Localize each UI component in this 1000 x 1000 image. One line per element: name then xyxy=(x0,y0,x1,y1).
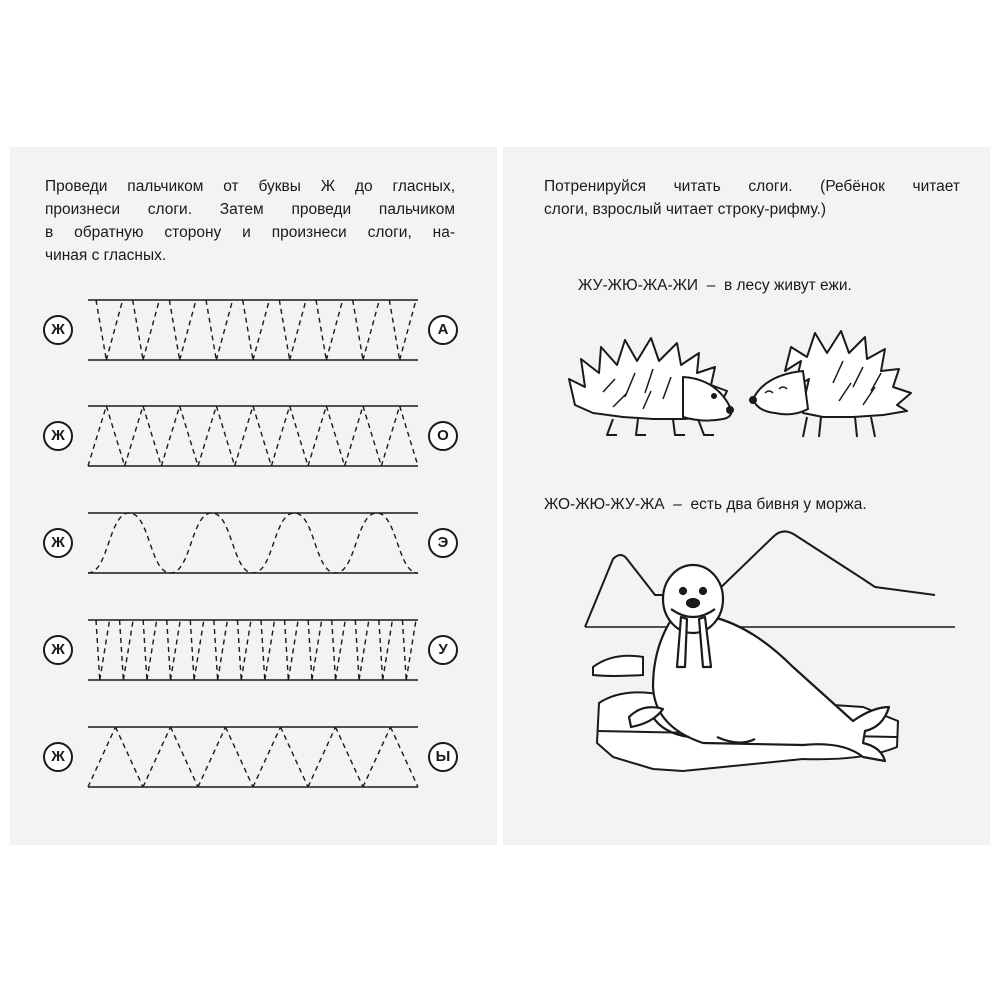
trace-stroke xyxy=(143,406,161,466)
trace-stroke xyxy=(216,300,232,360)
trace-stroke xyxy=(271,406,289,466)
trace-stroke xyxy=(316,300,326,360)
trace-stroke xyxy=(143,300,159,360)
trace-stroke xyxy=(171,727,199,787)
right-instruction-line: Потренируйся читать слоги. (Ребёнок читает xyxy=(544,178,960,195)
trace-stroke xyxy=(106,300,122,360)
trace-stroke xyxy=(308,727,336,787)
trace-stroke xyxy=(125,406,143,466)
trace-stroke xyxy=(198,406,216,466)
trace-stroke xyxy=(88,406,106,466)
trace-stroke xyxy=(391,727,419,787)
trace-stroke xyxy=(171,620,181,680)
trace-stroke xyxy=(265,620,275,680)
trace-stroke xyxy=(402,620,406,680)
trace-stroke xyxy=(363,727,391,787)
rhyme-text: в лесу живут ежи. xyxy=(723,277,852,294)
rhyme-dash: – xyxy=(706,277,716,294)
start-letter-circle[interactable]: Ж xyxy=(43,635,73,665)
trace-stroke xyxy=(100,620,110,680)
trace-stroke xyxy=(345,406,363,466)
trace-stroke xyxy=(218,620,228,680)
trace-stroke xyxy=(406,620,416,680)
trace-stroke xyxy=(336,727,364,787)
trace-stroke xyxy=(241,620,251,680)
trace-stroke xyxy=(253,300,269,360)
trace-stroke xyxy=(88,513,418,573)
trace-stroke xyxy=(143,727,171,787)
start-letter-circle[interactable]: Ж xyxy=(43,528,73,558)
trace-stroke xyxy=(180,406,198,466)
trace-stroke xyxy=(353,300,363,360)
trace-stroke xyxy=(161,406,179,466)
trace-stroke xyxy=(190,620,194,680)
trace-stroke xyxy=(279,300,289,360)
trace-stroke xyxy=(308,620,312,680)
trace-stroke xyxy=(120,620,124,680)
trace-stroke xyxy=(355,620,359,680)
trace-stroke xyxy=(147,620,157,680)
trace-stroke xyxy=(326,300,342,360)
mountains-icon xyxy=(585,531,935,627)
trace-stroke xyxy=(169,300,179,360)
start-letter-circle[interactable]: Ж xyxy=(43,742,73,772)
trace-stroke xyxy=(336,620,346,680)
trace-stroke xyxy=(167,620,171,680)
trace-stroke xyxy=(143,620,147,680)
left-instruction-line: в обратную сторону и произнеси слоги, на- xyxy=(45,224,455,241)
vowel-circle[interactable]: О xyxy=(428,421,458,451)
start-letter-circle[interactable]: Ж xyxy=(43,421,73,451)
trace-stroke xyxy=(332,620,336,680)
left-instruction-line: произнеси слоги. Затем проведи пальчиком xyxy=(45,201,455,218)
trace-stroke xyxy=(400,406,418,466)
trace-stroke xyxy=(88,727,116,787)
trace-stroke xyxy=(285,620,289,680)
trace-stroke xyxy=(96,300,106,360)
trace-stroke xyxy=(235,406,253,466)
trace-stroke xyxy=(243,300,253,360)
vowel-circle[interactable]: Ы xyxy=(428,742,458,772)
trace-stroke xyxy=(290,300,306,360)
right-instruction-line: слоги, взрослый читает строку-рифму.) xyxy=(544,201,827,218)
trace-stroke xyxy=(363,406,381,466)
trace-stroke xyxy=(253,406,271,466)
trace-stroke xyxy=(253,727,281,787)
trace-stroke xyxy=(326,406,344,466)
rhyme-dash: – xyxy=(673,496,682,513)
left-page xyxy=(10,147,497,845)
trace-stroke xyxy=(194,620,204,680)
trace-stroke xyxy=(290,406,308,466)
tracing-exercise xyxy=(10,147,497,845)
vowel-circle[interactable]: А xyxy=(428,315,458,345)
walrus-icon xyxy=(629,565,889,761)
trace-stroke xyxy=(237,620,241,680)
trace-stroke xyxy=(133,300,143,360)
start-letter-circle[interactable]: Ж xyxy=(43,315,73,345)
trace-stroke xyxy=(379,620,383,680)
trace-stroke xyxy=(359,620,369,680)
trace-stroke xyxy=(308,406,326,466)
trace-stroke xyxy=(123,620,133,680)
trace-stroke xyxy=(363,300,379,360)
walrus-illustration xyxy=(503,147,990,845)
small-floe-icon xyxy=(593,656,643,676)
trace-stroke xyxy=(216,406,234,466)
trace-stroke xyxy=(106,406,124,466)
vowel-circle[interactable]: Э xyxy=(428,528,458,558)
trace-stroke xyxy=(116,727,144,787)
trace-stroke xyxy=(288,620,298,680)
trace-stroke xyxy=(400,300,416,360)
trace-stroke xyxy=(180,300,196,360)
trace-stroke xyxy=(383,620,393,680)
vowel-circle[interactable]: У xyxy=(428,635,458,665)
trace-stroke xyxy=(281,727,309,787)
rhyme-text: есть два бивня у моржа. xyxy=(690,496,867,513)
right-page xyxy=(503,147,990,845)
trace-stroke xyxy=(389,300,399,360)
left-instruction-line: чиная с гласных. xyxy=(45,247,167,264)
trace-stroke xyxy=(206,300,216,360)
trace-stroke xyxy=(198,727,226,787)
trace-stroke xyxy=(226,727,254,787)
syllables: ЖО-ЖЮ-ЖУ-ЖА xyxy=(544,496,665,513)
left-instruction-line: Проведи пальчиком от буквы Ж до гласных, xyxy=(45,178,455,195)
trace-stroke xyxy=(381,406,399,466)
trace-stroke xyxy=(96,620,100,680)
syllables: ЖУ-ЖЮ-ЖА-ЖИ xyxy=(578,277,699,294)
trace-stroke xyxy=(261,620,265,680)
trace-stroke xyxy=(312,620,322,680)
trace-stroke xyxy=(214,620,218,680)
